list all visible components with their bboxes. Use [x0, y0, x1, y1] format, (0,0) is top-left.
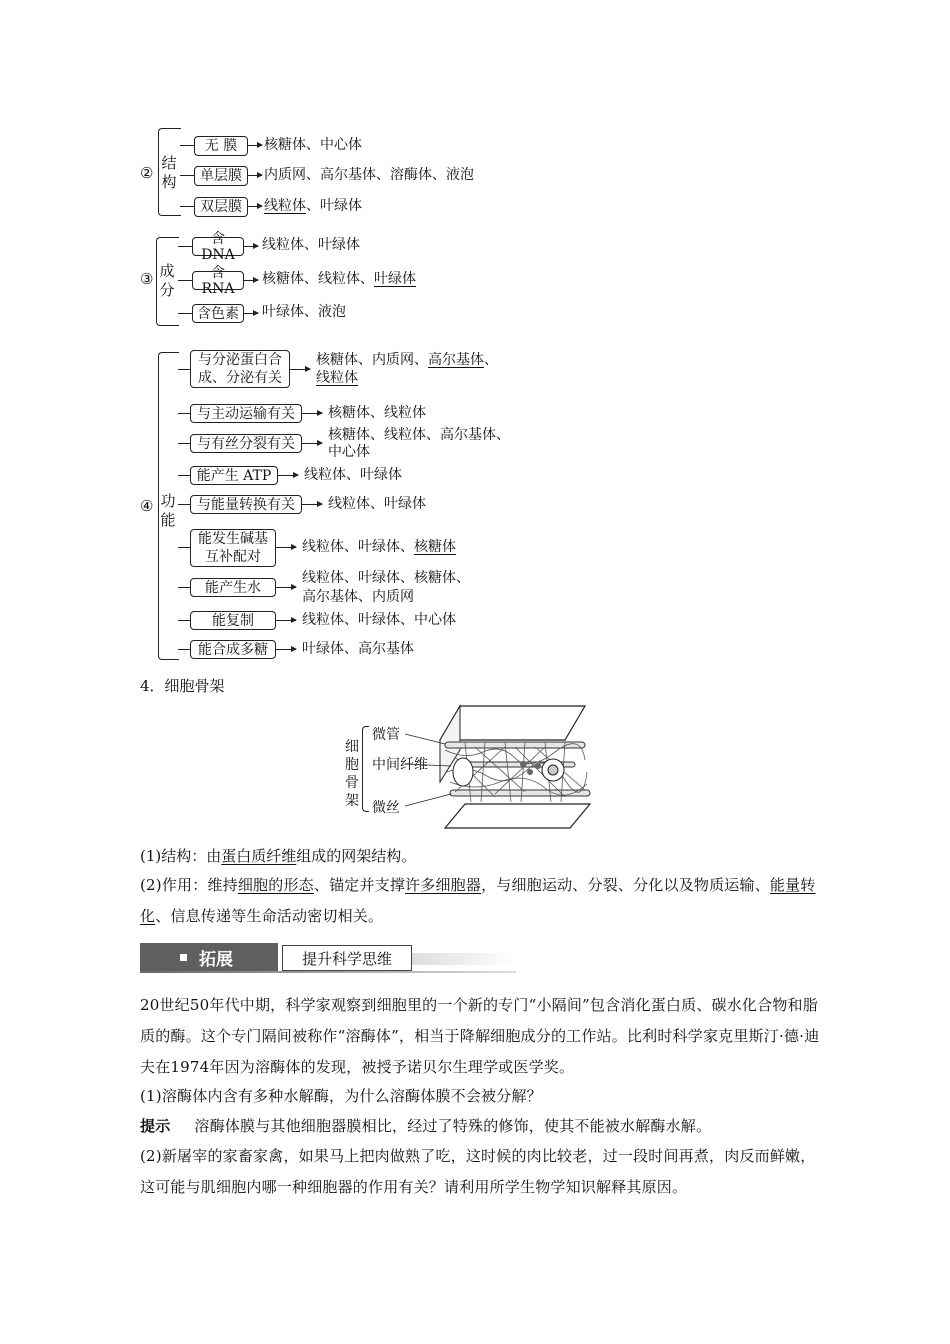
organelle-list: 核糖体、线粒体 [328, 405, 426, 421]
organelle-list: 线粒体、叶绿体 [262, 237, 360, 253]
organelle-list: 线粒体、叶绿体 [328, 496, 426, 512]
cytoskeleton-illustration [405, 702, 595, 830]
banner-left: 拓展 [140, 943, 278, 971]
organelle-list: 线粒体、叶绿体、中心体 [302, 612, 456, 628]
function-paragraph: (2)作用：维持细胞的形态、锚定并支撑许多细胞器，与细胞运动、分裂、分化以及物质运输、能量转化、信息传递等生命活动密切相关。 [140, 876, 816, 925]
hint-label: 提示 [140, 1117, 171, 1135]
label-microfilament: 微丝 [372, 800, 400, 816]
section-number: ④ [140, 497, 154, 515]
tag-box: 与主动运输有关 [190, 404, 302, 423]
question-1: (1)溶酶体内含有多种水解酶，为什么溶酶体膜不会被分解？ [140, 1087, 542, 1105]
organelle-list: 核糖体、中心体 [264, 137, 362, 153]
hint: 提示 溶酶体膜与其他细胞器膜相比，经过了特殊的修饰，使其不能被水解酶水解。 [140, 1117, 712, 1135]
tag-box: 与有丝分裂有关 [190, 434, 302, 453]
structure-paragraph: (1)结构：由蛋白质纤维组成的网架结构。 [140, 847, 417, 865]
section-number: ② [140, 164, 154, 182]
label-intermediate-filament: 中间纤维 [372, 757, 428, 773]
square-bullet-icon [180, 954, 187, 961]
tag-box: 双层膜 [194, 197, 248, 217]
banner-right: 提升科学思维 [282, 945, 412, 971]
category-label: 结 构 [161, 154, 177, 191]
organelle-list: 核糖体、内质网、高尔基体、 [316, 352, 498, 368]
tag-box: 能合成多糖 [190, 640, 276, 659]
tag-box: 能发生碱基 互补配对 [190, 529, 276, 567]
organelle-list: 线粒体、叶绿体、核糖体、 [302, 570, 470, 586]
organelle-list: 叶绿体、液泡 [262, 304, 346, 320]
tag-box: 含 RNA [192, 271, 244, 290]
category-label: 功 能 [160, 492, 176, 529]
tag-box: 含 DNA [192, 237, 244, 256]
organelle-list: 内质网、高尔基体、溶酶体、液泡 [264, 167, 474, 183]
organelle-list: 线粒体、叶绿体、核糖体 [302, 539, 456, 555]
label-microtubule: 微管 [372, 727, 400, 743]
organelle-list: 高尔基体、内质网 [302, 589, 414, 605]
organelle-list: 核糖体、线粒体、叶绿体 [262, 271, 416, 287]
organelle-list: 线粒体、叶绿体 [264, 198, 362, 214]
section-number: ③ [140, 270, 154, 288]
organelle-list: 线粒体、叶绿体 [304, 467, 402, 483]
tag-box: 能复制 [190, 611, 276, 630]
organelle-list: 线粒体 [316, 370, 358, 386]
question-2: (2)新屠宰的家畜家禽，如果马上把肉做熟了吃，这时候的肉比较老，过一段时间再煮，肉反而鲜嫩，这可能与肌细胞内哪一种细胞器的作用有关？请利用所学生物学知识解释其原因。 [140, 1147, 816, 1196]
category-label: 成 分 [159, 262, 175, 299]
extension-intro: 20世纪50年代中期，科学家观察到细胞里的一个新的专门“小隔间”包含消化蛋白质、碳水化合物和脂质的酶。这个专门隔间被称作“溶酶体”，相当于降解细胞成分的工作站。比利时科学家克里斯汀·德·迪夫在1974年因为溶酶体的发现，被授予诺贝尔生理学或医学奖。 [140, 996, 820, 1076]
tag-box: 单层膜 [194, 166, 248, 186]
section-heading: 4．细胞骨架 [140, 677, 225, 695]
organelle-list: 核糖体、线粒体、高尔基体、 [328, 427, 510, 443]
tag-box: 与分泌蛋白合 成、分泌有关 [190, 350, 290, 388]
tag-box: 含色素 [192, 304, 244, 323]
tag-box: 能产生 ATP [190, 466, 278, 485]
figure-vertical-label: 细 胞 骨 架 [345, 739, 359, 809]
extension-banner [140, 943, 516, 973]
tag-box: 与能量转换有关 [190, 495, 302, 514]
tag-box: 能产生水 [190, 578, 276, 597]
organelle-list: 叶绿体、高尔基体 [302, 641, 414, 657]
organelle-list: 中心体 [328, 444, 370, 460]
tag-box: 无 膜 [194, 136, 248, 156]
